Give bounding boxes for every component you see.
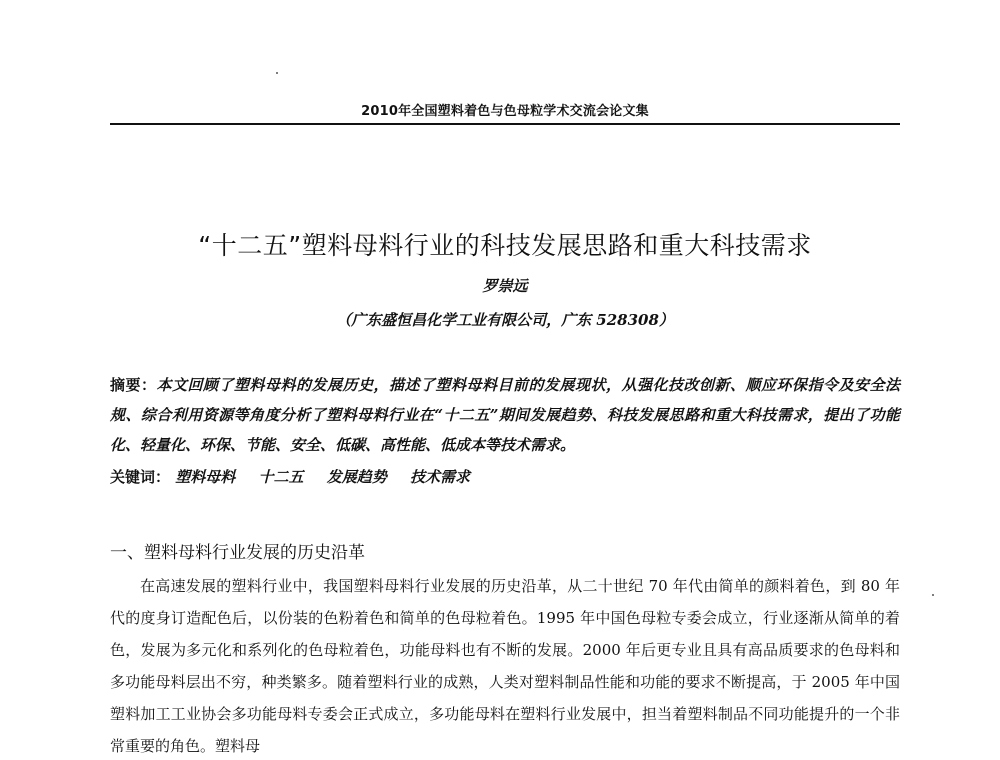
keywords-label: 关键词： [110, 468, 171, 486]
keyword: 十二五 [258, 468, 304, 486]
body-paragraph: 在高速发展的塑料行业中，我国塑料母料行业发展的历史沿革，从二十世纪 70 年代由简单的颜料着色，到 80 年代的度身订造配色后，以份装的色粉着色和简单的色母粒着色。1995 年中国色母粒专委会成立，行业逐渐从简单的着色，发展为多元化和系列化的色母粒着色，功能母料也有不断的发展。2000 年后更专业且具有高品质要求的色母料和多功能母料层出不穷，种类繁多。随着塑料行业的成熟，人类对塑料制品性能和功能的要求不断提高，于 2005 年中国塑料加工工业协会多功能母料专委会正式成立，多功能母料在塑料行业发展中，担当着塑料制品不同功能提升的一个非常重要的角色。塑料母 [110, 577, 900, 755]
author-affiliation: （广东盛恒昌化学工业有限公司，广东 528308） [336, 311, 674, 329]
abstract-text: 本文回顾了塑料母料的发展历史，描述了塑料母料目前的发展现状，从强化技改创新、顺应环保指令及安全法规、综合利用资源等角度分析了塑料母料行业在“十二五”期间发展趋势、科技发展思路和重大科技需求，提出了功能化、轻量化、环保、节能、安全、低碳、高性能、低成本等技术需求。 [110, 376, 900, 454]
section-heading: 一、塑料母料行业发展的历史沿革 [110, 543, 365, 563]
scan-speck [932, 594, 934, 596]
abstract-label: 摘要： [110, 376, 157, 394]
keywords [110, 466, 900, 487]
paper-title: “十二五”塑料母料行业的科技发展思路和重大科技需求 [198, 231, 812, 260]
keyword: 塑料母料 [175, 468, 236, 486]
keyword: 技术需求 [410, 468, 471, 486]
header-rule [110, 123, 900, 125]
author-name: 罗崇远 [482, 277, 528, 295]
scan-speck [276, 72, 278, 74]
running-header: 2010年全国塑料着色与色母粒学术交流会论文集 [361, 104, 649, 119]
keyword: 发展趋势 [326, 468, 387, 486]
abstract [110, 370, 900, 460]
